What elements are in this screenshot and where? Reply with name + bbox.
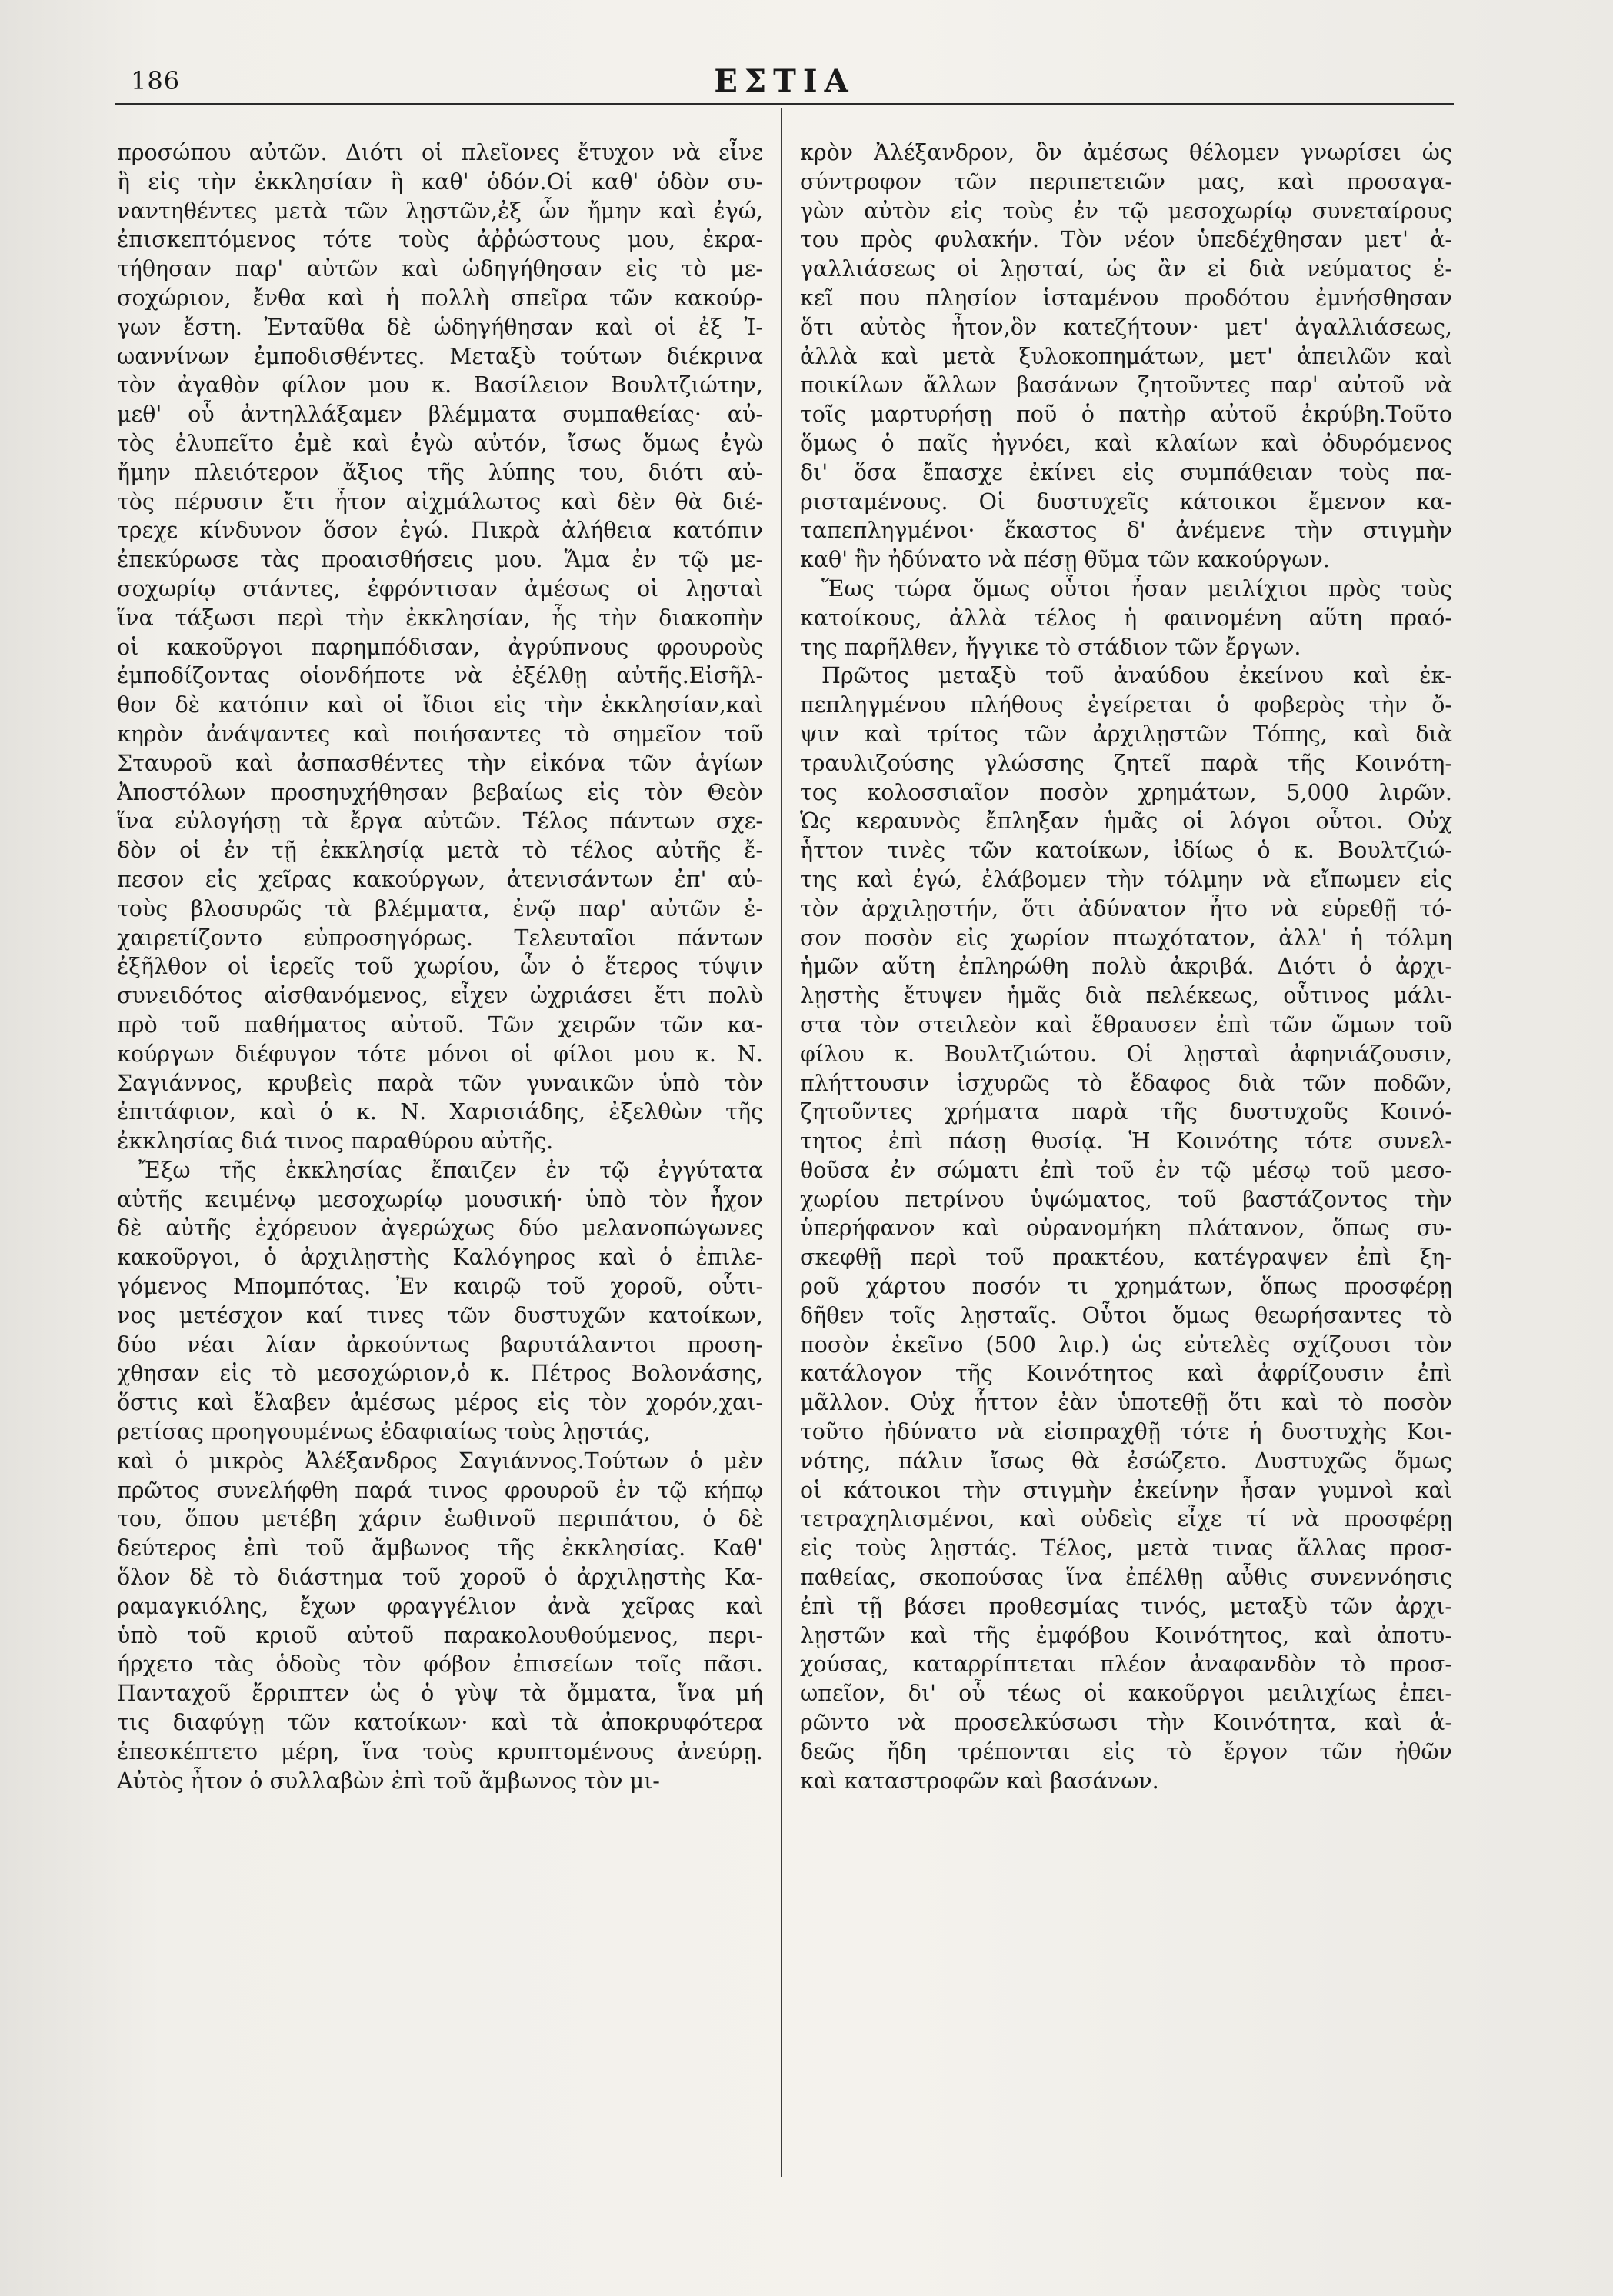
text-line: του πρὸς φυλακήν. Τὸν νέον ὑπεδέχθησαν μετ' ἀ- [800, 227, 1452, 253]
text-line: ἐπιτάφιον, καὶ ὁ κ. Ν. Χαρισιάδης, ἐξελθὼν τῆς [117, 1099, 763, 1125]
text-line: Ἔξω τῆς ἐκκλησίας ἔπαιζεν ἐν τῷ ἐγγύτατα [138, 1157, 763, 1183]
left-column [117, 138, 763, 1795]
text-line: Ἕως τώρα ὅμως οὗτοι ἦσαν μειλίχιοι πρὸς τοὺς [821, 575, 1452, 601]
text-line: Σταυροῦ καὶ ἀσπασθέντες τὴν εἰκόνα τῶν ἁγίων [117, 750, 763, 776]
text-line: Ὡς κεραυνὸς ἔπληξαν ἡμᾶς οἱ λόγοι οὗτοι. Οὐχ [800, 808, 1452, 835]
text-line: κούργων διέφυγον τότε μόνοι οἱ φίλοι μου κ. Ν. [117, 1041, 763, 1067]
text-line: ραμαγκιόλης, ἔχων φραγγέλιον ἀνὰ χεῖρας καὶ [117, 1593, 763, 1619]
text-line: του, ὅπου μετέβη χάριν ἑωθινοῦ περιπάτου, ὁ δὲ [117, 1506, 763, 1532]
text-line: χαιρετίζοντο εὐπροσηγόρως. Τελευταῖοι πάντων [117, 925, 763, 951]
text-line: τητος ἐπὶ πάσῃ θυσίᾳ. Ἡ Κοινότης τότε συνελ- [800, 1128, 1452, 1155]
text-line: αὐτῆς κειμένῳ μεσοχωρίῳ μουσική· ὑπὸ τὸν ἦχον [117, 1186, 763, 1212]
text-line: τος κολοσσιαῖον ποσὸν χρημάτων, 5,000 λιρῶν. [800, 779, 1452, 805]
text-line: ταπεπληγμένοι· ἕκαστος δ' ἀνέμενε τὴν στιγμὴν [800, 518, 1452, 544]
column-divider [781, 108, 782, 2177]
text-line: ἤμην πλειότερον ἄξιος τῆς λύπης του, διότι αὐ- [117, 459, 763, 485]
text-line: κρὸν Ἀλέξανδρον, ὃν ἀμέσως θέλομεν γνωρίσει ὡς [800, 140, 1452, 165]
text-line: ἐπεσκέπτετο μέρη, ἵνα τοὺς κρυπτομένους ἀνεύρῃ. [117, 1738, 763, 1764]
text-line: πεπληγμένου πλήθους ἐγείρεται ὁ φοβερὸς τὴν ὄ- [800, 692, 1452, 718]
text-line: ἢ εἰς τὴν ἐκκλησίαν ἢ καθ' ὁδόν.Οἱ καθ' ὁδὸν συ- [117, 168, 763, 195]
text-line: ρῶντο νὰ προσελκύσωσι τὴν Κοινότητα, καὶ ἀ- [800, 1710, 1452, 1736]
text-line: της παρῆλθεν, ἤγγικε τὸ στάδιον τῶν ἔργων. [800, 634, 1301, 660]
text-line: σοχώριον, ἔνθα καὶ ἡ πολλὴ σπεῖρα τῶν κακούρ- [117, 285, 763, 311]
text-line: ωπεῖον, δι' οὗ τέως οἱ κακοῦργοι μειλιχίως ἐπει- [800, 1681, 1452, 1707]
header-rule [115, 103, 1454, 105]
text-line: θον δὲ κατόπιν καὶ οἱ ἴδιοι εἰς τὴν ἐκκλησίαν,καὶ [117, 692, 763, 718]
text-line: της καὶ ἐγώ, ἐλάβομεν τὴν τόλμην νὰ εἴπωμεν εἰς [800, 866, 1452, 892]
running-title: ΕΣΤΙΑ [714, 63, 855, 99]
text-line: Αὐτὸς ἦτον ὁ συλλαβὼν ἐπὶ τοῦ ἄμβωνος τὸν μι- [117, 1768, 660, 1794]
text-line: τοῖς μαρτυρήσῃ ποῦ ὁ πατὴρ αὐτοῦ ἐκρύβη.Τοῦτο [800, 402, 1452, 428]
text-line: Ἀποστόλων προσηυχήθησαν βεβαίως εἰς τὸν Θεὸν [117, 779, 763, 805]
text-line: στα τὸν στειλεὸν καὶ ἔθραυσεν ἐπὶ τῶν ὤμων τοῦ [800, 1011, 1452, 1038]
text-line: φίλου κ. Βουλτζιώτου. Οἱ λῃσταὶ ἀφηνιάζουσιν, [800, 1041, 1452, 1067]
text-line: Σαγιάννος, κρυβεὶς παρὰ τῶν γυναικῶν ὑπὸ τὸν [117, 1070, 763, 1096]
text-line: ήρχετο τὰς ὁδοὺς τὸν φόβον ἐπισείων τοῖς πᾶσι. [117, 1651, 763, 1678]
text-line: ὅμως ὁ παῖς ἠγνόει, καὶ κλαίων καὶ ὀδυρόμενος [800, 430, 1452, 456]
text-line: δὲ αὐτῆς ἐχόρευον ἀγερώχως δύο μελανοπώγωνες [117, 1215, 763, 1241]
text-line: συνειδότος αἰσθανόμενος, εἶχεν ὠχριάσει ἔτι πολὺ [117, 983, 763, 1009]
text-line: λῃστῶν καὶ τῆς ἐμφόβου Κοινότητος, καὶ ἀποτυ- [800, 1622, 1452, 1648]
text-line: τὸν ἀγαθὸν φίλον μου κ. Βασίλειον Βουλτζιώτην, [117, 372, 763, 398]
text-line: ὑπερήφανον καὶ οὐρανομήκη πλάτανον, ὅπως συ- [800, 1215, 1452, 1241]
text-line: γόμενος Μπομπότας. Ἐν καιρῷ τοῦ χοροῦ, οὗτι- [117, 1274, 763, 1300]
text-line: οἱ κακοῦργοι παρημπόδισαν, ἀγρύπνους φρουροὺς [117, 634, 763, 660]
text-line: τρεχε κίνδυνον ὅσον ἐγώ. Πικρὰ ἀλήθεια κατόπιν [117, 518, 763, 544]
text-line: ἐπεκύρωσε τὰς προαισθήσεις μου. Ἅμα ἐν τῷ με- [117, 547, 763, 573]
text-line: τὸς ἐλυπεῖτο ἐμὲ καὶ ἐγὼ αὐτόν, ἴσως ὅμως ἐγὼ [117, 430, 763, 456]
text-line: πλήττουσιν ἰσχυρῶς τὸ ἔδαφος διὰ τῶν ποδῶν, [800, 1070, 1452, 1096]
text-line: ροῦ χάρτου ποσόν τι χρημάτων, ὅπως προσφέρῃ [800, 1274, 1452, 1300]
text-line: δεῶς ἤδη τρέπονται εἰς τὸ ἔργον τῶν ἠθῶν [800, 1738, 1452, 1764]
text-line: κακοῦργοι, ὁ ἀρχιλῃστὴς Καλόγηρος καὶ ὁ ἐπιλε- [117, 1245, 763, 1271]
text-line: τὸν ἀρχιλῃστήν, ὅτι ἀδύνατον ἦτο νὰ εὑρεθῇ τό- [800, 895, 1452, 921]
text-line: κεῖ που πλησίον ἱσταμένου προδότου ἐμνήσθησαν [800, 285, 1452, 311]
text-line: ἐπὶ τῇ βάσει προθεσμίας τινός, μεταξὺ τῶν ἀρχι- [800, 1593, 1452, 1619]
text-line: ἐξῆλθον οἱ ἱερεῖς τοῦ χωρίου, ὧν ὁ ἕτερος τύψιν [117, 954, 763, 980]
text-line: πρῶτος συνελήφθη παρά τινος φρουροῦ ἐν τῷ κήπῳ [117, 1477, 763, 1503]
text-line: μᾶλλον. Οὐχ ἧττον ἐὰν ὑποτεθῇ ὅτι καὶ τὸ ποσὸν [800, 1390, 1452, 1416]
text-line: γαλλιάσεως οἱ λῃσταί, ὡς ἂν εἰ διὰ νεύματος ἐ- [800, 256, 1452, 282]
text-line: δῆθεν τοῖς λῃσταῖς. Οὗτοι ὅμως θεωρήσαντες τὸ [800, 1302, 1452, 1328]
text-line: σκεφθῇ περὶ τοῦ πρακτέου, κατέγραψεν ἐπὶ ξη- [800, 1245, 1452, 1271]
text-line: γων ἔστη. Ἐνταῦθα δὲ ὡδηγήθησαν καὶ οἱ ἐξ Ἰ- [117, 314, 763, 340]
text-line: πρὸ τοῦ παθήματος αὐτοῦ. Τῶν χειρῶν τῶν κα- [117, 1011, 763, 1038]
text-line: χούσας, καταρρίπτεται πλέον ἀναφανδὸν τὸ προσ- [800, 1651, 1452, 1678]
text-line: γὼν αὐτὸν εἰς τοὺς ἐν τῷ μεσοχωρίῳ συνεταίρους [800, 198, 1452, 224]
text-line: νότης, πάλιν ἴσως θὰ ἐσώζετο. Δυστυχῶς ὅμως [800, 1448, 1452, 1474]
text-line: παθείας, σκοπούσας ἵνα ἐπέλθῃ αὖθις συνεννόησις [800, 1565, 1452, 1591]
text-line: ρετίσας προηγουμένως ἐδαφιαίως τοὺς λῃστάς, [117, 1419, 651, 1445]
text-line: δύο νέαι λίαν ἀρκούντως βαρυτάλαντοι προση- [117, 1331, 763, 1358]
text-line: κηρὸν ἀνάψαντες καὶ ποιήσαντες τὸ σημεῖον τοῦ [117, 721, 763, 747]
text-line: ὅστις καὶ ἔλαβεν ἀμέσως μέρος εἰς τὸν χορόν,χαι- [117, 1390, 763, 1416]
text-line: τὸς πέρυσιν ἔτι ἦτον αἰχμάλωτος καὶ δὲν θὰ διέ- [117, 488, 763, 515]
page-header [115, 63, 1454, 100]
text-line: μεθ' οὗ ἀντηλλάξαμεν βλέμματα συμπαθείας· αὐ- [117, 402, 763, 428]
text-line: τετραχηλισμένοι, καὶ οὐδεὶς εἶχε τί νὰ προσφέρῃ [800, 1506, 1452, 1532]
text-line: ζητοῦντες χρήματα παρὰ τῆς δυστυχοῦς Κοινό- [800, 1099, 1452, 1125]
text-line: ἐκκλησίας διά τινος παραθύρου αὐτῆς. [117, 1128, 554, 1155]
text-line: ρισταμένους. Οἱ δυστυχεῖς κάτοικοι ἔμενον κα- [800, 488, 1452, 515]
text-line: ἐπισκεπτόμενος τότε τοὺς ἀῤῥώστους μου, ἐκρα- [117, 227, 763, 253]
text-line: ὑπὸ τοῦ κριοῦ αὐτοῦ παρακολουθούμενος, περι- [117, 1622, 763, 1648]
text-line: Πρῶτος μεταξὺ τοῦ ἀναύδου ἐκείνου καὶ ἐκ- [821, 663, 1452, 689]
text-line: καὶ καταστροφῶν καὶ βασάνων. [800, 1768, 1159, 1794]
text-line: προσώπου αὐτῶν. Διότι οἱ πλεῖονες ἔτυχον νὰ εἶνε [117, 140, 763, 165]
text-line: σοχωρίῳ στάντες, ἐφρόντισαν ἀμέσως οἱ λῃσταὶ [117, 575, 763, 601]
text-line: κατάλογον τῆς Κοινότητος καὶ ἀφρίζουσιν ἐπὶ [800, 1361, 1452, 1387]
text-line: χθησαν εἰς τὸ μεσοχώριον,ὁ κ. Πέτρος Βολονάσης, [117, 1361, 763, 1387]
text-line: λῃστὴς ἔτυψεν ἡμᾶς διὰ πελέκεως, οὗτινος μάλι- [800, 983, 1452, 1009]
text-line: ἵνα τάξωσι περὶ τὴν ἐκκλησίαν, ἧς τὴν διακοπὴν [117, 605, 763, 631]
text-line: τραυλιζούσης γλώσσης ζητεῖ παρὰ τῆς Κοινότη- [800, 750, 1452, 776]
text-line: τοῦτο ἠδύνατο νὰ εἰσπραχθῇ τότε ἡ δυστυχὴς Κοι- [800, 1419, 1452, 1445]
text-line: καὶ ὁ μικρὸς Ἀλέξανδρος Σαγιάννος.Τούτων ὁ μὲν [117, 1448, 763, 1474]
text-line: θοῦσα ἐν σώματι ἐπὶ τοῦ ἐν τῷ μέσῳ τοῦ μεσο- [800, 1157, 1452, 1183]
text-line: τοὺς βλοσυρῶς τὰ βλέμματα, ἐνῷ παρ' αὐτῶν ἐ- [117, 895, 763, 921]
text-line: ναντηθέντες μετὰ τῶν λῃστῶν,ἐξ ὧν ἤμην καὶ ἐγώ, [117, 198, 763, 224]
text-line: ποσὸν ἐκεῖνο (500 λιρ.) ὡς εὐτελὲς σχίζουσι τὸν [800, 1331, 1452, 1358]
text-line: τις διαφύγῃ τῶν κατοίκων· καὶ τὰ ἀποκρυφότερα [117, 1710, 763, 1736]
text-line: ποικίλων ἄλλων βασάνων ζητοῦντες παρ' αὐτοῦ νὰ [800, 372, 1452, 398]
text-line: δὸν οἱ ἐν τῇ ἐκκλησίᾳ μετὰ τὸ τέλος αὐτῆς ἔ- [117, 838, 763, 864]
text-line: νος μετέσχον καί τινες τῶν δυστυχῶν κατοίκων, [117, 1302, 763, 1328]
text-line: πεσον εἰς χεῖρας κακούργων, ἀτενισάντων ἐπ' αὐ- [117, 866, 763, 892]
text-line: ψιν καὶ τρίτος τῶν ἀρχιλῃστῶν Τόπης, καὶ διὰ [800, 721, 1452, 747]
text-line: Πανταχοῦ ἔρριπτεν ὡς ὁ γὺψ τὰ ὄμματα, ἵνα μή [117, 1681, 763, 1707]
text-line: ωαννίνων ἐμποδισθέντες. Μεταξὺ τούτων διέκρινα [117, 343, 763, 369]
text-line: ὅλον δὲ τὸ διάστημα τοῦ χοροῦ ὁ ἀρχιλῃστὴς Κα- [117, 1565, 763, 1591]
text-line: σύντροφον τῶν περιπετειῶν μας, καὶ προσαγα- [800, 168, 1452, 195]
text-line: ἧττον τινὲς τῶν κατοίκων, ἰδίως ὁ κ. Βουλτζιώ- [800, 838, 1452, 864]
text-line: σον ποσὸν εἰς χωρίον πτωχότατον, ἀλλ' ἡ τόλμη [800, 925, 1452, 951]
text-line: ἀλλὰ καὶ μετὰ ξυλοκοπημάτων, μετ' ἀπειλῶν καὶ [800, 343, 1452, 369]
text-line: δι' ὅσα ἔπασχε ἐκίνει εἰς συμπάθειαν τοὺς πα- [800, 459, 1452, 485]
text-line: χωρίου πετρίνου ὑψώματος, τοῦ βαστάζοντος τὴν [800, 1186, 1452, 1212]
text-line: τήθησαν παρ' αὐτῶν καὶ ὡδηγήθησαν εἰς τὸ με- [117, 256, 763, 282]
page-number: 186 [131, 66, 181, 95]
text-line: οἱ κάτοικοι τὴν στιγμὴν ἐκείνην ἦσαν γυμνοὶ καὶ [800, 1477, 1452, 1503]
text-line: ἡμῶν αὕτη ἐπληρώθη πολὺ ἀκριβά. Διότι ὁ ἀρχι- [800, 954, 1452, 980]
text-line: ἐμποδίζοντας οἱονδήποτε νὰ ἐξέλθῃ αὐτῆς.Εἰσῆλ- [117, 663, 763, 689]
text-line: κατοίκους, ἀλλὰ τέλος ἡ φαινομένη αὕτη πραό- [800, 605, 1452, 631]
text-line: ἵνα εὐλογήσῃ τὰ ἔργα αὐτῶν. Τέλος πάντων σχε- [117, 808, 763, 835]
text-line: εἰς τοὺς λῃστάς. Τέλος, μετὰ τινας ἄλλας προσ- [800, 1535, 1452, 1561]
text-line: ὅτι αὐτὸς ἦτον,ὃν κατεζήτουν· μετ' ἀγαλλιάσεως, [800, 314, 1452, 340]
text-line: δεύτερος ἐπὶ τοῦ ἄμβωνος τῆς ἐκκλησίας. Καθ' [117, 1535, 763, 1561]
text-line: καθ' ἣν ἠδύνατο νὰ πέσῃ θῦμα τῶν κακούργων. [800, 547, 1330, 573]
right-column [800, 138, 1452, 1795]
